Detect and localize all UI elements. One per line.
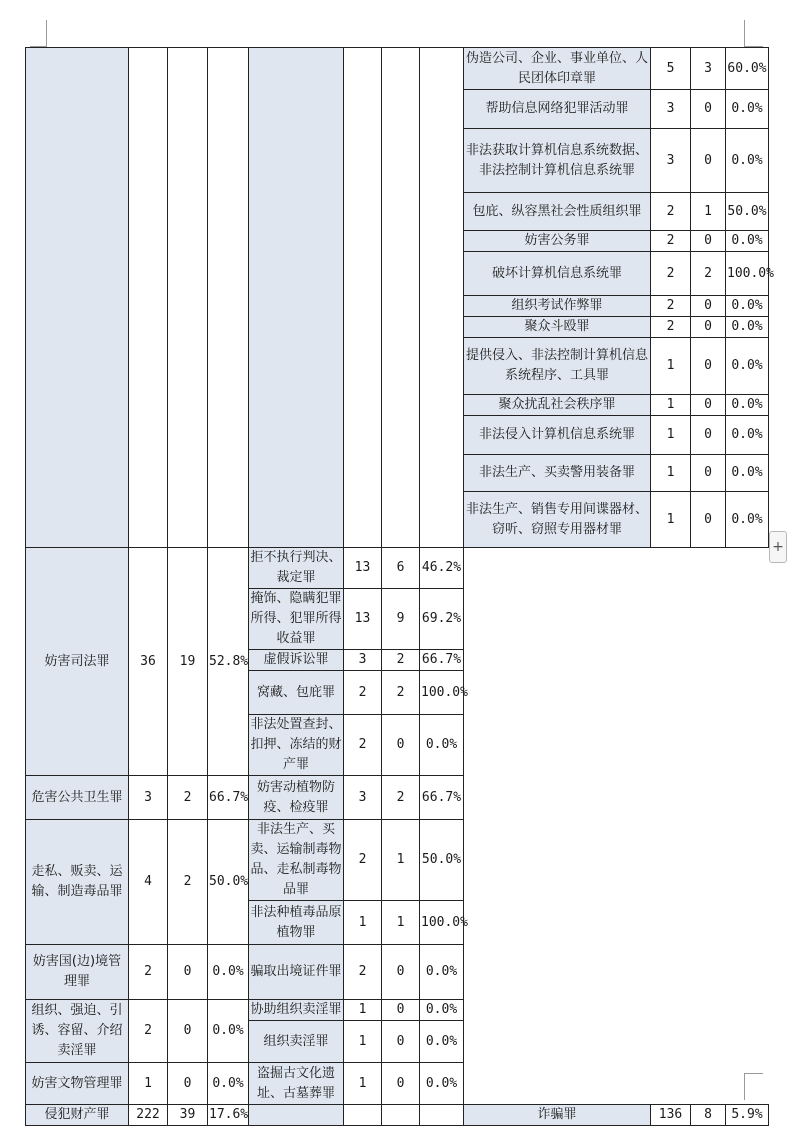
offense-name: 虚假诉讼罪: [249, 650, 344, 671]
offense-rate: 66.7%: [420, 650, 464, 671]
offense-rate: 0.0%: [420, 1063, 464, 1105]
offense-rate: 0.0%: [726, 296, 769, 317]
offense-name: 组织考试作弊罪: [464, 296, 651, 317]
offense-rate: 100.0%: [726, 252, 769, 296]
offense-count: 2: [382, 776, 420, 820]
table-row: [26, 945, 769, 1000]
table-row: [26, 48, 769, 90]
offense-count: 2: [691, 252, 726, 296]
offense-cases: 1: [651, 455, 691, 492]
table-row: [26, 776, 769, 820]
offense-rate: 0.0%: [420, 715, 464, 776]
group-rate-drugs: 50.0%: [208, 820, 249, 945]
offense-name: 非法种植毒品原植物罪: [249, 901, 344, 945]
offense-name: 非法获取计算机信息系统数据、非法控制计算机信息系统罪: [464, 129, 651, 193]
offense-count: 8: [691, 1105, 726, 1126]
offense-name: 非法处置查封、扣押、冻结的财产罪: [249, 715, 344, 776]
offense-cases: 2: [651, 231, 691, 252]
offense-cases: 2: [344, 671, 382, 715]
group-name-relics: 妨害文物管理罪: [26, 1063, 129, 1105]
offense-rate: 100.0%: [420, 671, 464, 715]
offense-rate: 0.0%: [726, 338, 769, 395]
offense-count: 1: [691, 193, 726, 231]
group-count-drugs: 2: [168, 820, 208, 945]
offense-cases: 1: [651, 492, 691, 548]
group-name-judicial: 妨害司法罪: [26, 548, 129, 776]
offense-name: 非法生产、买卖警用装备罪: [464, 455, 651, 492]
offense-count: 1: [382, 901, 420, 945]
category-name-property: 侵犯财产罪: [26, 1105, 129, 1126]
offense-cases: 2: [651, 317, 691, 338]
offense-count: 2: [382, 650, 420, 671]
offense-cases: 3: [651, 129, 691, 193]
group-name-empty: [249, 1105, 344, 1126]
group-cases-empty: [344, 1105, 382, 1126]
offense-cases: 1: [344, 1021, 382, 1063]
offense-cases: 13: [344, 589, 382, 650]
offense-cases: 2: [651, 193, 691, 231]
offense-rate: 66.7%: [420, 776, 464, 820]
offense-name: 非法侵入计算机信息系统罪: [464, 416, 651, 455]
offense-rate: 69.2%: [420, 589, 464, 650]
offense-count: 0: [691, 492, 726, 548]
group-count-continued: [382, 48, 420, 548]
category-cases-continued: [129, 48, 168, 548]
category-count-continued: [168, 48, 208, 548]
group-rate-empty: [420, 1105, 464, 1126]
offense-count: 2: [382, 671, 420, 715]
table-row: [26, 1063, 769, 1105]
offense-count: 0: [691, 416, 726, 455]
offense-name: 掩饰、隐瞒犯罪所得、犯罪所得收益罪: [249, 589, 344, 650]
offense-count: 0: [382, 1021, 420, 1063]
category-cell-continued: [26, 48, 129, 548]
group-name-health: 危害公共卫生罪: [26, 776, 129, 820]
add-row-icon[interactable]: +: [769, 531, 787, 563]
offense-rate: 0.0%: [726, 416, 769, 455]
offense-rate: 50.0%: [726, 193, 769, 231]
group-cases-border: 2: [129, 945, 168, 1000]
group-cases-health: 3: [129, 776, 168, 820]
offense-count: 0: [691, 317, 726, 338]
offense-name: 骗取出境证件罪: [249, 945, 344, 1000]
offense-count: 0: [691, 395, 726, 416]
group-cell-continued: [249, 48, 344, 548]
offense-rate: 0.0%: [420, 945, 464, 1000]
offense-rate: 50.0%: [420, 820, 464, 901]
offense-rate: 0.0%: [726, 492, 769, 548]
offense-count: 3: [691, 48, 726, 90]
group-count-border: 0: [168, 945, 208, 1000]
group-cases-judicial: 36: [129, 548, 168, 776]
offense-rate: 0.0%: [726, 129, 769, 193]
offense-cases: 13: [344, 548, 382, 589]
offense-cases: 3: [651, 90, 691, 129]
group-count-judicial: 19: [168, 548, 208, 776]
offense-name: 非法生产、销售专用间谍器材、窃听、窃照专用器材罪: [464, 492, 651, 548]
offense-cases: 136: [651, 1105, 691, 1126]
group-rate-border: 0.0%: [208, 945, 249, 1000]
offense-rate: 0.0%: [726, 455, 769, 492]
offense-name: 聚众扰乱社会秩序罪: [464, 395, 651, 416]
category-rate-continued: [208, 48, 249, 548]
offense-cases: 1: [344, 1063, 382, 1105]
category-count-property: 39: [168, 1105, 208, 1126]
offense-count: 0: [691, 338, 726, 395]
offense-name: 包庇、纵容黑社会性质组织罪: [464, 193, 651, 231]
offense-name: 妨害公务罪: [464, 231, 651, 252]
offense-count: 9: [382, 589, 420, 650]
group-rate-continued: [420, 48, 464, 548]
category-rate-property: 17.6%: [208, 1105, 249, 1126]
offense-cases: 2: [344, 820, 382, 901]
offense-name: 聚众斗殴罪: [464, 317, 651, 338]
offense-rate: 60.0%: [726, 48, 769, 90]
group-name-border: 妨害国(边)境管理罪: [26, 945, 129, 1000]
offense-name: 帮助信息网络犯罪活动罪: [464, 90, 651, 129]
group-cases-relics: 1: [129, 1063, 168, 1105]
offense-name: 组织卖淫罪: [249, 1021, 344, 1063]
crop-mark-top-right: [744, 20, 763, 47]
offense-name: 拒不执行判决、裁定罪: [249, 548, 344, 589]
crop-mark-top-left: [30, 20, 47, 47]
group-cases-continued: [344, 48, 382, 548]
group-rate-relics: 0.0%: [208, 1063, 249, 1105]
offense-count: 0: [691, 90, 726, 129]
offense-cases: 1: [344, 901, 382, 945]
offense-cases: 1: [651, 395, 691, 416]
group-rate-health: 66.7%: [208, 776, 249, 820]
offense-name: 非法生产、买卖、运输制毒物品、走私制毒物品罪: [249, 820, 344, 901]
offense-name: 破坏计算机信息系统罪: [464, 252, 651, 296]
offense-cases: 3: [344, 776, 382, 820]
offense-rate: 46.2%: [420, 548, 464, 589]
offense-count: 0: [691, 296, 726, 317]
offense-name: 伪造公司、企业、事业单位、人民团体印章罪: [464, 48, 651, 90]
table-row: [26, 548, 769, 589]
offense-count: 0: [382, 1063, 420, 1105]
offense-name: 诈骗罪: [464, 1105, 651, 1126]
offense-count: 0: [691, 129, 726, 193]
offense-cases: 2: [651, 252, 691, 296]
offense-count: 0: [691, 455, 726, 492]
group-cases-prostitution: 2: [129, 1000, 168, 1063]
offense-count: 0: [382, 1000, 420, 1021]
offense-rate: 0.0%: [726, 231, 769, 252]
group-count-prostitution: 0: [168, 1000, 208, 1063]
offense-rate: 0.0%: [420, 1021, 464, 1063]
offense-rate: 5.9%: [726, 1105, 769, 1126]
offense-cases: 5: [651, 48, 691, 90]
offense-rate: 0.0%: [726, 317, 769, 338]
offense-count: 1: [382, 820, 420, 901]
table-row: [26, 1000, 769, 1021]
offense-count: 0: [382, 715, 420, 776]
offense-count: 0: [691, 231, 726, 252]
category-cases-property: 222: [129, 1105, 168, 1126]
offense-rate: 0.0%: [726, 90, 769, 129]
offense-rate: 0.0%: [420, 1000, 464, 1021]
offense-name: 协助组织卖淫罪: [249, 1000, 344, 1021]
group-name-prostitution: 组织、强迫、引诱、容留、介绍卖淫罪: [26, 1000, 129, 1063]
crime-statistics-table: [25, 47, 774, 1126]
offense-count: 6: [382, 548, 420, 589]
group-count-relics: 0: [168, 1063, 208, 1105]
offense-cases: 1: [651, 338, 691, 395]
offense-cases: 1: [651, 416, 691, 455]
offense-rate: 100.0%: [420, 901, 464, 945]
offense-cases: 2: [344, 715, 382, 776]
offense-cases: 2: [344, 945, 382, 1000]
offense-name: 提供侵入、非法控制计算机信息系统程序、工具罪: [464, 338, 651, 395]
group-cases-drugs: 4: [129, 820, 168, 945]
offense-cases: 1: [344, 1000, 382, 1021]
group-count-health: 2: [168, 776, 208, 820]
offense-cases: 2: [651, 296, 691, 317]
group-name-drugs: 走私、贩卖、运输、制造毒品罪: [26, 820, 129, 945]
offense-cases: 3: [344, 650, 382, 671]
offense-rate: 0.0%: [726, 395, 769, 416]
offense-name: 窝藏、包庇罪: [249, 671, 344, 715]
offense-name: 盗掘古文化遗址、古墓葬罪: [249, 1063, 344, 1105]
group-rate-prostitution: 0.0%: [208, 1000, 249, 1063]
table-row: [26, 820, 769, 901]
offense-name: 妨害动植物防疫、检疫罪: [249, 776, 344, 820]
group-count-empty: [382, 1105, 420, 1126]
group-rate-judicial: 52.8%: [208, 548, 249, 776]
offense-count: 0: [382, 945, 420, 1000]
table-row: [26, 1105, 769, 1126]
